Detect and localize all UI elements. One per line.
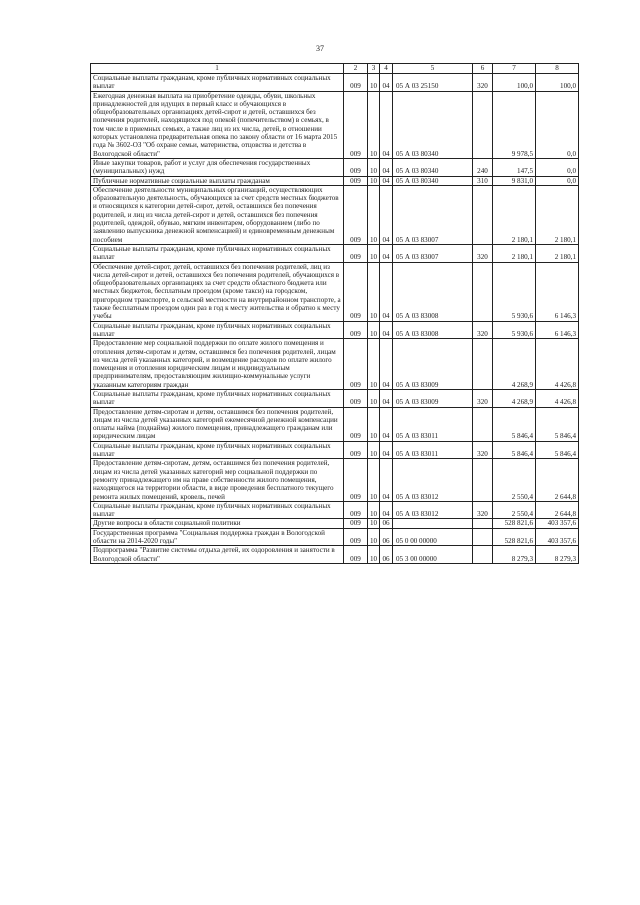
- amount-2020: 2 644,8: [536, 459, 579, 501]
- table-row: [91, 501, 579, 519]
- amount-2020: 6 146,3: [536, 262, 579, 321]
- target-article-code: 05 А 03 80340: [393, 158, 473, 176]
- subsection-code: 06: [380, 519, 393, 528]
- subsection-code: 04: [380, 262, 393, 321]
- subsection-code: 06: [380, 528, 393, 546]
- ved-code: 009: [344, 459, 368, 501]
- row-name: Социальные выплаты гражданам, кроме публичных нормативных социальных выплат: [91, 74, 344, 92]
- section-code: 10: [368, 262, 380, 321]
- ved-code: 009: [344, 528, 368, 546]
- ved-code: 009: [344, 185, 368, 244]
- subsection-code: 04: [380, 441, 393, 459]
- ved-code: 009: [344, 519, 368, 528]
- ved-code: 009: [344, 407, 368, 441]
- subsection-code: 04: [380, 185, 393, 244]
- target-article-code: 05 А 03 83011: [393, 407, 473, 441]
- ved-code: 009: [344, 158, 368, 176]
- row-name: Подпрограмма "Развитие системы отдыха детей, их оздоровления и занятости в Вологодской области": [91, 546, 344, 564]
- row-name: Обеспечение деятельности муниципальных организаций, осуществляющих образовательную деятельность, обучающихся за счет средств местных бюджетов и относящихся к категории детей-сирот, детей, оставшихся без попечения родителей, и лиц из числа детей-сирот и детей, оставшихся без попечения родителей, одеждой, обувью, мягким инвентарем, оборудованием (либо по заявлению выпускника денежной компенсацией) и единовременным денежным пособием: [91, 185, 344, 244]
- expense-type-code: 240: [473, 158, 493, 176]
- amount-2019: 9 831,0: [493, 176, 536, 185]
- section-code: 10: [368, 185, 380, 244]
- row-name: Социальные выплаты гражданам, кроме публичных нормативных социальных выплат: [91, 389, 344, 407]
- header-cell: 2: [344, 64, 368, 74]
- target-article-code: 05 А 03 80340: [393, 176, 473, 185]
- amount-2020: 2 180,1: [536, 185, 579, 244]
- target-article-code: 05 А 03 83007: [393, 244, 473, 262]
- table-row: [91, 321, 579, 339]
- amount-2019: 4 268,9: [493, 339, 536, 390]
- row-name: Публичные нормативные социальные выплаты гражданам: [91, 176, 344, 185]
- amount-2019: 528 821,6: [493, 519, 536, 528]
- subsection-code: 04: [380, 459, 393, 501]
- amount-2019: 5 930,6: [493, 321, 536, 339]
- subsection-code: 04: [380, 176, 393, 185]
- ved-code: 009: [344, 74, 368, 92]
- section-code: 10: [368, 519, 380, 528]
- subsection-code: 04: [380, 321, 393, 339]
- table-row: [91, 528, 579, 546]
- subsection-code: 04: [380, 244, 393, 262]
- target-article-code: 05 А 03 83012: [393, 501, 473, 519]
- subsection-code: 06: [380, 546, 393, 564]
- page-number: 37: [316, 44, 324, 53]
- target-article-code: 05 3 00 00000: [393, 546, 473, 564]
- amount-2019: 9 978,5: [493, 91, 536, 158]
- section-code: 10: [368, 389, 380, 407]
- amount-2019: 5 930,6: [493, 262, 536, 321]
- amount-2019: 4 268,9: [493, 389, 536, 407]
- header-cell: 5: [393, 64, 473, 74]
- amount-2019: 8 279,3: [493, 546, 536, 564]
- ved-code: 009: [344, 501, 368, 519]
- amount-2020: 4 426,8: [536, 339, 579, 390]
- table-row: [91, 519, 579, 528]
- budget-table: [90, 63, 579, 564]
- subsection-code: 04: [380, 158, 393, 176]
- target-article-code: 05 А 03 83009: [393, 339, 473, 390]
- ved-code: 009: [344, 321, 368, 339]
- row-name: Социальные выплаты гражданам, кроме публичных нормативных социальных выплат: [91, 244, 344, 262]
- expense-type-code: [473, 546, 493, 564]
- table-row: [91, 459, 579, 501]
- expense-type-code: 320: [473, 321, 493, 339]
- target-article-code: 05 А 03 83012: [393, 459, 473, 501]
- amount-2019: 2 550,4: [493, 459, 536, 501]
- header-cell: 6: [473, 64, 493, 74]
- target-article-code: 05 А 03 83007: [393, 185, 473, 244]
- subsection-code: 04: [380, 339, 393, 390]
- amount-2020: 0,0: [536, 158, 579, 176]
- section-code: 10: [368, 339, 380, 390]
- table-row: [91, 441, 579, 459]
- target-article-code: 05 А 03 83008: [393, 321, 473, 339]
- expense-type-code: [473, 339, 493, 390]
- amount-2019: 147,5: [493, 158, 536, 176]
- row-name: Предоставление детям-сиротам, детям, оставшимся без попечения родителей, лицам из числа детей указанных категорий мер социальной поддержки по ремонту принадлежащего им на праве собственности жилого помещения, находящегося на территории области, в виде проведения бесплатного текущего ремонта жилых помещений, кровель, печей: [91, 459, 344, 501]
- header-cell: 7: [493, 64, 536, 74]
- target-article-code: 05 А 03 80340: [393, 91, 473, 158]
- section-code: 10: [368, 91, 380, 158]
- amount-2020: 2 180,1: [536, 244, 579, 262]
- ved-code: 009: [344, 91, 368, 158]
- expense-type-code: 320: [473, 501, 493, 519]
- header-cell: 8: [536, 64, 579, 74]
- table-row: [91, 262, 579, 321]
- row-name: Государственная программа "Социальная поддержка граждан в Вологодской области на 2014-2020 годы": [91, 528, 344, 546]
- row-name: Предоставление мер социальной поддержки по оплате жилого помещения и отопления детям-сиротам и детям, оставшимся без попечения родителей, лицам из числа детей указанных категорий, и возмещение расходов по оплате жилого помещения и отопления юридическим лицам и индивидуальным предпринимателям, предоставляющим жилищно-коммунальные услуги указанным категориям граждан: [91, 339, 344, 390]
- section-code: 10: [368, 528, 380, 546]
- row-name: Предоставление детям-сиротам и детям, оставшимся без попечения родителей, лицам из числа детей указанных категорий ежемесячной денежной компенсации оплаты найма (поднайма) жилого помещения, принадлежащего гражданам или юридическим лицам: [91, 407, 344, 441]
- row-name: Иные закупки товаров, работ и услуг для обеспечения государственных (муниципальных) нужд: [91, 158, 344, 176]
- table-row: [91, 244, 579, 262]
- table-row: [91, 185, 579, 244]
- section-code: 10: [368, 244, 380, 262]
- ved-code: 009: [344, 546, 368, 564]
- amount-2020: 5 846,4: [536, 441, 579, 459]
- amount-2019: 528 821,6: [493, 528, 536, 546]
- section-code: 10: [368, 546, 380, 564]
- amount-2020: 0,0: [536, 176, 579, 185]
- row-name: Социальные выплаты гражданам, кроме публичных нормативных социальных выплат: [91, 501, 344, 519]
- amount-2020: 100,0: [536, 74, 579, 92]
- ved-code: 009: [344, 389, 368, 407]
- section-code: 10: [368, 441, 380, 459]
- expense-type-code: [473, 262, 493, 321]
- amount-2020: 2 644,8: [536, 501, 579, 519]
- expense-type-code: [473, 185, 493, 244]
- expense-type-code: 320: [473, 74, 493, 92]
- expense-type-code: 320: [473, 244, 493, 262]
- amount-2019: 5 846,4: [493, 407, 536, 441]
- expense-type-code: 320: [473, 441, 493, 459]
- header-cell: 1: [91, 64, 344, 74]
- expense-type-code: [473, 519, 493, 528]
- table-header-row: [91, 64, 579, 74]
- expense-type-code: 320: [473, 389, 493, 407]
- section-code: 10: [368, 501, 380, 519]
- row-name: Ежегодная денежная выплата на приобретение одежды, обуви, школьных принадлежностей для идущих в первый класс и обучающихся в общеобразовательных организациях детей-сирот и детей, оставшихся без попечения родителей, находящихся под опекой (попечительством) в семьях, в том числе в приемных семьях, а также лиц из их числа, детей, в отношении которых установлена предварительная опека по закону области от 16 марта 2015 года № 3602-ОЗ "Об охране семьи, материнства, отцовства и детства в Вологодской области": [91, 91, 344, 158]
- ved-code: 009: [344, 244, 368, 262]
- target-article-code: 05 А 03 25150: [393, 74, 473, 92]
- header-cell: 4: [380, 64, 393, 74]
- amount-2019: 100,0: [493, 74, 536, 92]
- header-cell: 3: [368, 64, 380, 74]
- amount-2019: 2 550,4: [493, 501, 536, 519]
- expense-type-code: 310: [473, 176, 493, 185]
- expense-type-code: [473, 528, 493, 546]
- subsection-code: 04: [380, 74, 393, 92]
- section-code: 10: [368, 176, 380, 185]
- table-row: [91, 407, 579, 441]
- section-code: 10: [368, 407, 380, 441]
- row-name: Социальные выплаты гражданам, кроме публичных нормативных социальных выплат: [91, 321, 344, 339]
- section-code: 10: [368, 321, 380, 339]
- subsection-code: 04: [380, 407, 393, 441]
- table-row: [91, 91, 579, 158]
- target-article-code: [393, 519, 473, 528]
- section-code: 10: [368, 74, 380, 92]
- amount-2020: 6 146,3: [536, 321, 579, 339]
- table-row: [91, 339, 579, 390]
- amount-2020: 8 279,3: [536, 546, 579, 564]
- amount-2020: 403 357,6: [536, 519, 579, 528]
- table-row: [91, 74, 579, 92]
- amount-2020: 5 846,4: [536, 407, 579, 441]
- table-row: [91, 176, 579, 185]
- ved-code: 009: [344, 441, 368, 459]
- row-name: Социальные выплаты гражданам, кроме публичных нормативных социальных выплат: [91, 441, 344, 459]
- section-code: 10: [368, 158, 380, 176]
- table-row: [91, 158, 579, 176]
- table-row: [91, 389, 579, 407]
- expense-type-code: [473, 407, 493, 441]
- row-name: Обеспечение детей-сирот, детей, оставшихся без попечения родителей, лиц из числа детей-сирот и детей, оставшихся без попечения родителей, обучающихся в общеобразовательных организациях за счет средств областного бюджета или местных бюджетов, бесплатным проездом (кроме такси) на городском, пригородном транспорте, в сельской местности на внутрирайонном транспорте, а также бесплатным проездом один раз в год к месту жительства и обратно к месту учебы: [91, 262, 344, 321]
- amount-2019: 2 180,1: [493, 185, 536, 244]
- amount-2019: 5 846,4: [493, 441, 536, 459]
- row-name: Другие вопросы в области социальной политики: [91, 519, 344, 528]
- target-article-code: 05 0 00 00000: [393, 528, 473, 546]
- subsection-code: 04: [380, 91, 393, 158]
- target-article-code: 05 А 03 83009: [393, 389, 473, 407]
- subsection-code: 04: [380, 501, 393, 519]
- amount-2020: 4 426,8: [536, 389, 579, 407]
- amount-2020: 0,0: [536, 91, 579, 158]
- subsection-code: 04: [380, 389, 393, 407]
- amount-2019: 2 180,1: [493, 244, 536, 262]
- section-code: 10: [368, 459, 380, 501]
- expense-type-code: [473, 91, 493, 158]
- ved-code: 009: [344, 262, 368, 321]
- amount-2020: 403 357,6: [536, 528, 579, 546]
- target-article-code: 05 А 03 83008: [393, 262, 473, 321]
- expense-type-code: [473, 459, 493, 501]
- ved-code: 009: [344, 176, 368, 185]
- table-row: [91, 546, 579, 564]
- target-article-code: 05 А 03 83011: [393, 441, 473, 459]
- ved-code: 009: [344, 339, 368, 390]
